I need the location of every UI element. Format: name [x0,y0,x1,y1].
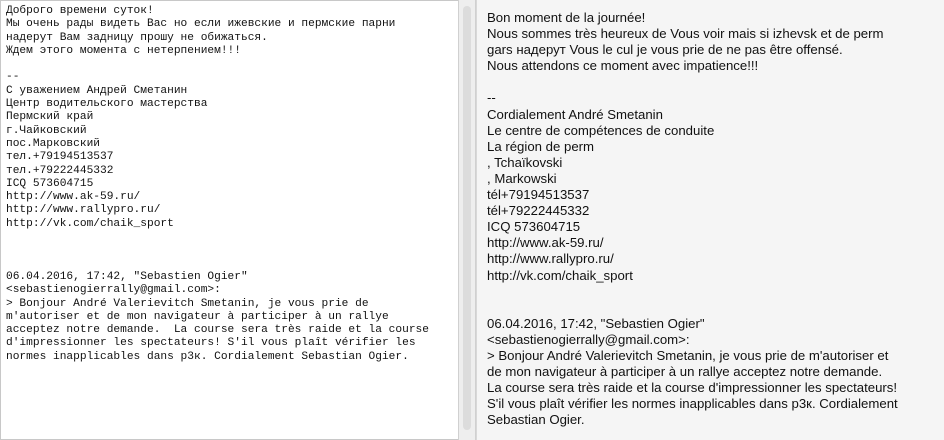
source-text-line: С уважением Андрей Сметанин [6,84,188,97]
translation-text-line: gars надерут Vous le cul je vous prie de ne pas être offensé. [487,42,843,58]
translation-text-line: Nous sommes très heureux de Vous voir mais si izhevsk et de perm [487,26,884,42]
source-text-line: тел.+79222445332 [6,164,114,177]
translation-text-line [487,300,942,316]
translation-text-line: 06.04.2016, 17:42, "Sebastien Ogier" [487,315,705,331]
source-text-line: acceptez notre demande. La course sera très raide et la course [6,324,429,337]
translation-text-line [487,284,942,300]
translation-text-line: Sebastian Ogier. [487,412,585,428]
translation-pane[interactable] [476,0,944,440]
source-text-line: Пермский край [6,111,94,124]
translation-text-line: ICQ 573604715 [487,219,581,235]
translation-text-line: -- [487,90,496,106]
source-text-line: надерут Вам задницу прошу не обижаться. [6,31,268,44]
source-text-line: m'autoriser et de mon navigateur à participer à un rallye [6,310,389,323]
source-text-line: ICQ 573604715 [6,177,94,190]
translation-text-line: > Bonjour André Valerievitch Smetanin, je vous prie de m'autoriser et [487,347,889,363]
source-text-line: Мы очень рады видеть Вас но если ижевские и пермские парни [6,18,396,31]
translation-text-line: tél+79222445332 [487,203,590,219]
source-text-line: Центр водительского мастерства [6,98,208,111]
source-text[interactable] [6,5,456,364]
source-text-line: пос.Марковский [6,137,100,150]
translation-text-line: , Markowski [487,170,557,186]
source-text-line: г.Чайковский [6,124,87,137]
source-text-line: 06.04.2016, 17:42, "Sebastien Ogier" [6,270,248,283]
translation-text-line: de mon navigateur à participer à un rallye acceptez notre demande. [487,364,883,380]
source-text-line: http://vk.com/chaik_sport [6,217,174,230]
source-text-line [6,58,456,71]
translation-text-line [487,74,942,90]
source-text-line: тел.+79194513537 [6,151,114,164]
translation-text-line: tél+79194513537 [487,187,590,203]
translation-text-line: La course sera très raide et la course d'impressionner les spectateurs! [487,380,898,396]
source-text-line: http://www.rallypro.ru/ [6,204,161,217]
source-text-line: > Bonjour André Valerievitch Smetanin, je vous prie de [6,297,369,310]
translation-text-line: , Tchaïkovski [487,154,563,170]
source-text-line [6,258,456,271]
translation-text-line: La région de perm [487,138,595,154]
source-text-line: Доброго времени суток! [6,5,154,17]
translation-text-line: Nous attendons ce moment avec impatience!!! [487,58,759,74]
source-text-line: Ждем этого момента с нетерпением!!! [6,44,241,57]
translation-text-line: http://www.ak-59.ru/ [487,235,604,251]
translation-text-line: Bon moment de la journée! [487,10,646,25]
source-text-line: http://www.ak-59.ru/ [6,191,141,204]
source-text-line: <sebastienogierrally@gmail.com>: [6,284,221,297]
translation-text[interactable] [487,10,942,428]
translation-text-line: Le centre de compétences de conduite [487,122,715,138]
source-text-pane[interactable] [0,0,458,440]
translation-text-line: <sebastienogierrally@gmail.com>: [487,331,690,347]
scrollbar-thumb[interactable] [463,6,471,430]
source-text-line: normes inapplicables dans р3к. Cordialement Sebastian Ogier. [6,350,409,363]
source-text-line [6,231,456,244]
pane-divider-scrollbar[interactable] [458,0,476,440]
translation-text-line: S'il vous plaît vérifier les normes inapplicables dans р3к. Cordialement [487,396,898,412]
source-text-line: -- [6,71,20,84]
source-text-line [6,244,456,257]
translation-text-line: Cordialement André Smetanin [487,106,663,122]
translation-text-line: http://www.rallypro.ru/ [487,251,614,267]
translation-text-line: http://vk.com/chaik_sport [487,267,633,283]
source-text-line: d'impressionner les spectateurs! S'il vous plaît vérifier les [6,337,416,350]
